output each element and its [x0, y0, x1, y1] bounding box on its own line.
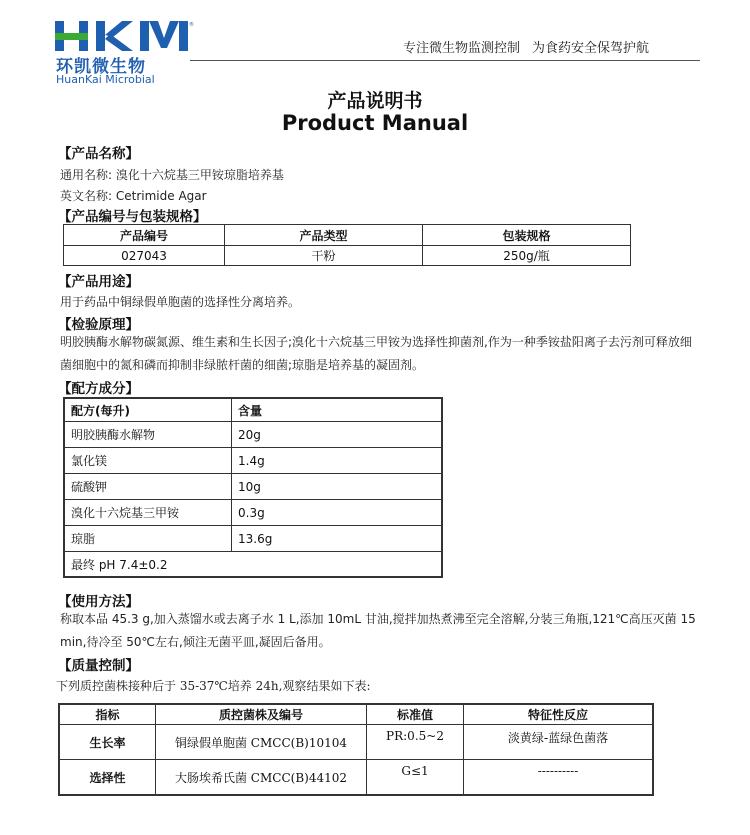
table-row: [59, 725, 653, 760]
section-spec-heading: 【产品编号与包装规格】: [58, 209, 207, 225]
qc-col-indicator: 指标: [59, 704, 156, 725]
logo-chinese-name: 环凯微生物: [56, 57, 146, 77]
qc-col-reaction: 特征性反应: [464, 704, 654, 725]
table-row: [59, 760, 653, 796]
ingredient-name: 琼脂: [64, 526, 232, 552]
final-ph-row: [64, 552, 442, 578]
title-chinese: 产品说明书: [327, 90, 423, 112]
ingredient-name: 硫酸钾: [64, 474, 232, 500]
generic-name-label: 通用名称:: [60, 168, 113, 182]
slogan-part-2: 为食药安全保驾护航: [532, 41, 650, 56]
section-product-name-heading: 【产品名称】: [58, 146, 139, 162]
section-qc-heading: 【质量控制】: [58, 658, 139, 674]
hkm-logo-mark: [52, 18, 192, 54]
spec-table: [63, 224, 631, 266]
table-row: [64, 500, 442, 526]
ingredient-amount: 10g: [232, 474, 443, 500]
spec-col-type: 产品类型: [225, 225, 423, 246]
qc-indicator: 选择性: [59, 760, 156, 796]
section-method-heading: 【使用方法】: [58, 594, 139, 610]
final-ph: 最终 pH 7.4±0.2: [64, 552, 442, 578]
header-slogan: [403, 37, 661, 56]
principle-text: 明胶胰酶水解物碳氮源、维生素和生长因子;溴化十六烷基三甲铵为选择性抑菌剂,作为一种季铵盐阳离子去污剂可释放细菌细胞中的氮和磷而抑制非绿脓杆菌的细菌;琼脂是培养基的凝固剂。: [60, 335, 692, 372]
section-principle-heading: 【检验原理】: [58, 317, 139, 333]
ingredient-name: 溴化十六烷基三甲铵: [64, 500, 232, 526]
svg-text:®: ®: [189, 22, 194, 28]
qc-col-standard: 标准值: [367, 704, 464, 725]
composition-table: [63, 397, 443, 578]
section-usage-heading: 【产品用途】: [58, 274, 139, 290]
english-name-line: [60, 187, 207, 204]
composition-col-amount: 含量: [232, 398, 443, 422]
ingredient-name: 氯化镁: [64, 448, 232, 474]
ingredient-amount: 0.3g: [232, 500, 443, 526]
generic-name-value: 溴化十六烷基三甲铵琼脂培养基: [115, 168, 284, 182]
spec-type-cell: 干粉: [225, 246, 423, 266]
spec-package-cell: 250g/瓶: [423, 246, 631, 266]
english-name-label: 英文名称:: [60, 189, 113, 203]
qc-indicator: 生长率: [59, 725, 156, 760]
ingredient-amount: 1.4g: [232, 448, 443, 474]
qc-standard: G≤1: [367, 760, 464, 796]
table-row: [64, 246, 631, 266]
generic-name-line: [60, 166, 284, 183]
title-english: Product Manual: [281, 111, 469, 135]
slogan-part-1: 专注微生物监测控制: [403, 41, 521, 56]
spec-code-cell: 027043: [64, 246, 225, 266]
qc-intro: 下列质控菌株接种后于 35-37℃培养 24h,观察结果如下表:: [56, 679, 371, 693]
qc-strain: 大肠埃希氏菌 CMCC(B)44102: [156, 760, 367, 796]
qc-col-strain: 质控菌株及编号: [156, 704, 367, 725]
composition-header-row: [64, 398, 442, 422]
qc-reaction: ----------: [464, 760, 654, 796]
spec-table-header-row: [64, 225, 631, 246]
table-row: [64, 448, 442, 474]
section-composition-heading: 【配方成分】: [58, 381, 139, 397]
qc-header-row: [59, 704, 653, 725]
ingredient-amount: 20g: [232, 422, 443, 448]
ingredient-amount: 13.6g: [232, 526, 443, 552]
method-text: 称取本品 45.3 g,加入蒸馏水或去离子水 1 L,添加 10mL 甘油,搅拌加热煮沸至完全溶解,分装三角瓶,121℃高压灭菌 15 min,待冷至 50℃左右,倾注无菌平皿,凝固后备用。: [60, 612, 696, 649]
company-logo: [52, 18, 194, 86]
english-name-value: Cetrimide Agar: [115, 189, 207, 203]
logo-english-name: HuanKai Microbial: [56, 73, 155, 86]
table-row: [64, 526, 442, 552]
qc-reaction: 淡黄绿-蓝绿色菌落: [464, 725, 654, 760]
composition-col-ingredient: 配方(每升): [64, 398, 232, 422]
spec-col-package: 包装规格: [423, 225, 631, 246]
qc-strain: 铜绿假单胞菌 CMCC(B)10104: [156, 725, 367, 760]
qc-standard: PR:0.5~2: [367, 725, 464, 760]
ingredient-name: 明胶胰酶水解物: [64, 422, 232, 448]
qc-table: [58, 703, 654, 796]
table-row: [64, 422, 442, 448]
usage-text: 用于药品中铜绿假单胞菌的选择性分离培养。: [60, 295, 301, 309]
table-row: [64, 474, 442, 500]
spec-col-code: 产品编号: [64, 225, 225, 246]
header-divider: [190, 60, 700, 61]
